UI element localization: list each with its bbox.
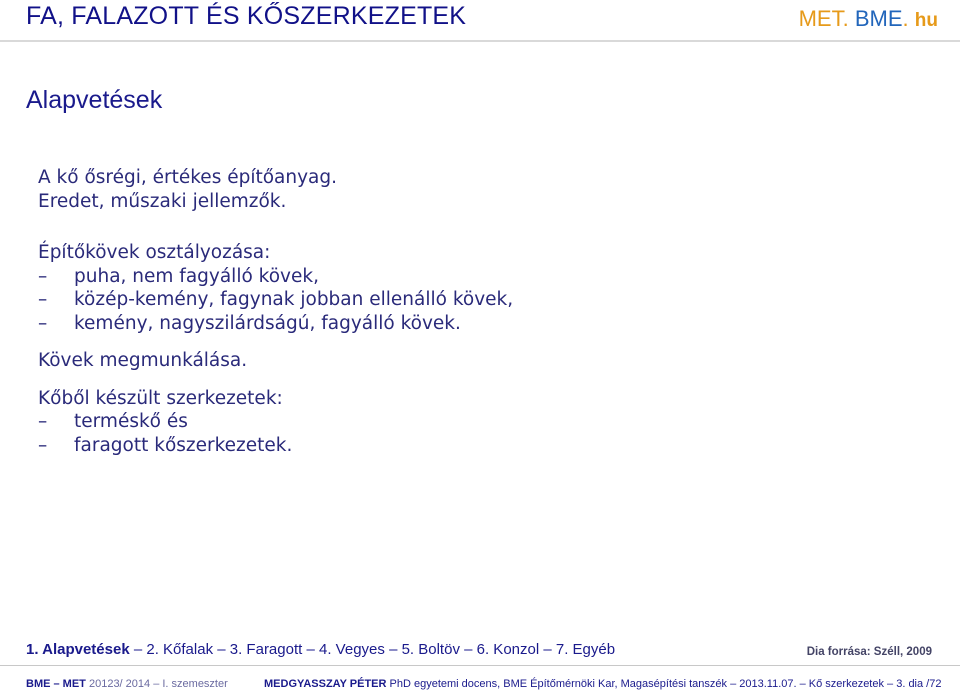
structures-title: Kőből készült szerkezetek:: [38, 387, 283, 409]
list-item: [38, 265, 918, 289]
slide-title: FA, FALAZOTT ÉS KŐSZERKEZETEK: [26, 2, 467, 30]
logo-hu: hu: [914, 10, 938, 31]
section-heading: Alapvetések: [26, 86, 163, 114]
chapter-nav: [26, 641, 615, 658]
body-line: A kő ősrégi, értékes építőanyag.: [38, 167, 338, 188]
list-item: [38, 434, 918, 458]
classification-title: Építőkövek osztályozása:: [38, 242, 271, 263]
nav-item-konzol[interactable]: – 6. Konzol: [464, 641, 540, 658]
list-item-text: terméskő és: [74, 411, 188, 432]
list-item-text: faragott kőszerkezetek.: [74, 434, 293, 456]
list-item: [38, 288, 918, 312]
footer-details: PhD egyetemi docens, BME Építőmérnöki Kar, Magasépítési tanszék – 2013.11.07. – Kő szerkezetek – 3. dia /72: [389, 678, 942, 690]
footer-semester: 20123/ 2014 – I. szemeszter: [88, 678, 228, 690]
dash-bullet: [38, 312, 74, 336]
logo-dot-1: .: [842, 6, 849, 31]
footer-author: MEDGYASSZAY PÉTER: [264, 678, 387, 690]
header-divider: [0, 40, 960, 42]
list-item-text: közép-kemény, fagynak jobban ellenálló kövek,: [74, 289, 514, 310]
nav-item-faragott[interactable]: – 3. Faragott: [217, 641, 303, 658]
footer-divider: [0, 665, 960, 666]
footer-institution: BME – MET: [26, 678, 86, 690]
footer-author-block: [264, 678, 941, 690]
dash-bullet: [38, 288, 74, 312]
logo-dot-2: .: [902, 6, 909, 31]
slide-body: [38, 166, 918, 457]
nav-item-kofalak[interactable]: – 2. Kőfalak: [133, 641, 214, 658]
dash-bullet: [38, 434, 74, 458]
dash-bullet: [38, 265, 74, 289]
list-item: [38, 410, 918, 434]
met-bme-logo: [799, 6, 938, 32]
list-item-text: kemény, nagyszilárdságú, fagyálló kövek.: [74, 312, 461, 334]
body-line: Eredet, műszaki jellemzők.: [38, 190, 287, 212]
slide-header: [0, 0, 960, 40]
list-item-text: puha, nem fagyálló kövek,: [74, 265, 319, 287]
nav-item-egyeb[interactable]: – 7. Egyéb: [543, 641, 616, 658]
slide-footer: [26, 678, 942, 690]
nav-item-boltov[interactable]: – 5. Boltöv: [389, 641, 460, 658]
body-line: Kövek megmunkálása.: [38, 350, 248, 371]
slide-source: Dia forrása: Széll, 2009: [806, 646, 932, 658]
dash-bullet: [38, 410, 74, 434]
nav-item-vegyes[interactable]: – 4. Vegyes: [306, 641, 385, 658]
logo-bme: BME: [854, 6, 903, 31]
logo-met: MET: [798, 6, 843, 31]
nav-item-alapvetesek[interactable]: 1. Alapvetések: [26, 641, 130, 658]
list-item: [38, 312, 918, 336]
